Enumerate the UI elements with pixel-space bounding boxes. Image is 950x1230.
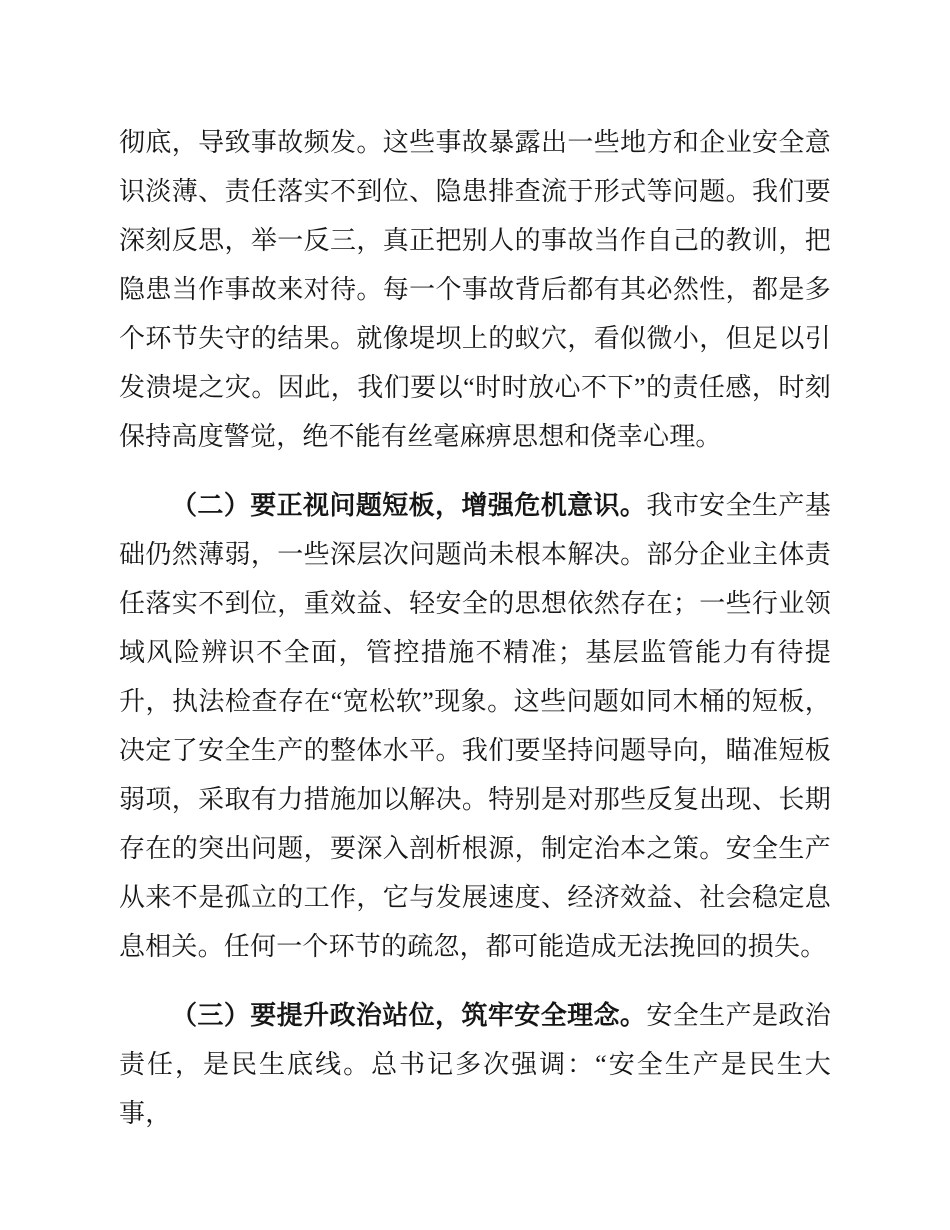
document-page	[119, 118, 831, 1138]
paragraph-continuation	[119, 118, 831, 461]
paragraph-lead: （二）要正视问题短板，增强危机意识。	[171, 490, 647, 520]
paragraph-body: 彻底，导致事故频发。这些事故暴露出一些地方和企业安全意识淡薄、责任落实不到位、隐患排查流于形式等问题。我们要深刻反思，举一反三，真正把别人的事故当作自己的教训，把隐患当作事故来对待。每一个事故背后都有其必然性，都是多个环节失守的结果。就像堤坝上的蚁穴，看似微小，但足以引发溃堤之灾。因此，我们要以“时时放心不下”的责任感，时刻保持高度警觉，绝不能有丝毫麻痹思想和侥幸心理。	[119, 128, 831, 451]
paragraph-body: 安全生产是政治责任，是民生底线。总书记多次强调：“安全生产是民生大事，	[119, 1001, 831, 1128]
paragraph-section-2	[119, 481, 831, 971]
paragraph-section-3	[119, 991, 831, 1138]
paragraph-body: 我市安全生产基础仍然薄弱，一些深层次问题尚未根本解决。部分企业主体责任落实不到位，重效益、轻安全的思想依然存在；一些行业领域风险辨识不全面，管控措施不精准；基层监管能力有待提升，执法检查存在“宽松软”现象。这些问题如同木桶的短板，决定了安全生产的整体水平。我们要坚持问题导向，瞄准短板弱项，采取有力措施加以解决。特别是对那些反复出现、长期存在的突出问题，要深入剖析根源，制定治本之策。安全生产从来不是孤立的工作，它与发展速度、经济效益、社会稳定息息相关。任何一个环节的疏忽，都可能造成无法挽回的损失。	[119, 491, 831, 961]
paragraph-lead: （三）要提升政治站位，筑牢安全理念。	[171, 1000, 647, 1030]
